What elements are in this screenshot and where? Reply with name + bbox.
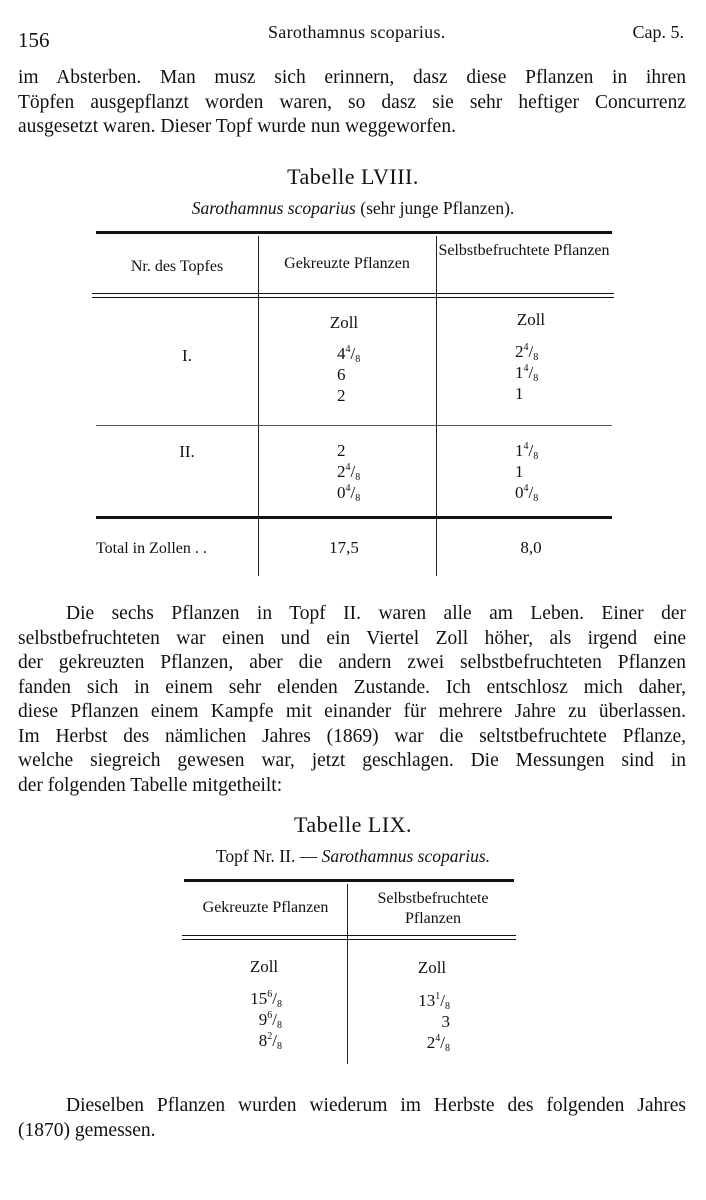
- text-line: Dieselben Pflanzen wurden wiederum im Herbste des folgenden Jahres: [66, 1095, 686, 1116]
- table-58-subtitle: [0, 198, 706, 219]
- measurement-value: $2^4/_8$: [515, 342, 539, 363]
- text-line: der folgenden Tabelle mitgetheilt:: [18, 774, 283, 796]
- measurement-value: $2^4/_8$: [426, 1033, 450, 1054]
- text-line: Im Herbst des nämlichen Jahres (1869) war die seltstbefruchtete Pflanze,: [18, 725, 686, 747]
- total-crossed: 17,5: [329, 538, 359, 557]
- table-59-subtitle: [0, 846, 706, 867]
- total-rule: [96, 516, 612, 519]
- measurement-value: 3: [441, 1012, 450, 1031]
- header-rule: [182, 939, 516, 940]
- column-header: Selbstbefruchtete Pflanzen: [438, 242, 610, 259]
- measurement-value: 2: [337, 386, 346, 405]
- measurement-value: $0^4/_8$: [515, 483, 539, 504]
- crossed-values: [246, 988, 282, 1051]
- paragraph-3: [18, 1094, 686, 1143]
- pot-number: I.: [182, 346, 192, 365]
- top-rule: [184, 879, 514, 882]
- subtitle-prefix: Topf Nr. II. —: [215, 846, 318, 866]
- text-line: im Absterben. Man musz sich erinnern, dasz diese Pflanzen in ihren: [18, 67, 686, 88]
- top-rule: [96, 231, 612, 234]
- text-line: welche siegreich gewesen war, jetzt geschlagen. Die Messungen sind in: [18, 750, 686, 771]
- measurement-value: $1^4/_8$: [515, 441, 539, 462]
- measurement-value: $0^4/_8$: [337, 483, 361, 504]
- measurement-value: $4^4/_8$: [337, 344, 361, 365]
- total-selfed: 8,0: [520, 538, 542, 557]
- text-line: (1870) gemessen.: [18, 1119, 156, 1141]
- text-line: der gekreuzten Pflanzen, aber die andern zwei selbstbefruchteten Pflanzen: [18, 652, 686, 673]
- header-rule: [92, 297, 614, 298]
- text-line: ausgesetzt waren. Dieser Topf wurde nun weggeworfen.: [18, 116, 456, 137]
- text-line: selbstbefruchteten war einen und ein Viertel Zoll höher, als irgend eine: [18, 627, 686, 649]
- measurement-value: 1: [515, 462, 524, 481]
- text-line: Töpfen ausgepflanzt worden waren, so dasz sie sehr heftiger Concurrenz: [18, 91, 686, 113]
- row-rule: [96, 425, 612, 426]
- measurement-value: $1^4/_8$: [515, 363, 539, 384]
- total-label: Total in Zollen . .: [96, 540, 207, 557]
- pot-number: II.: [179, 442, 195, 461]
- measurement-value: 2: [337, 441, 346, 460]
- measurement-value: $2^4/_8$: [337, 462, 361, 483]
- paragraph-2: [18, 602, 686, 798]
- header-rule: [182, 935, 516, 936]
- crossed-values: [337, 343, 360, 406]
- column-divider: [258, 236, 259, 576]
- measurement-value: 1: [515, 384, 524, 403]
- column-header: Selbstbefruchtete Pflanzen: [377, 890, 489, 927]
- measurement-value: $13^1/_8$: [418, 991, 450, 1012]
- paragraph-1: [18, 66, 686, 140]
- page-header: [18, 22, 684, 52]
- text-line: fanden sich in einem sehr elenden Zustande. Ich entschlosz mich daher,: [18, 676, 686, 698]
- column-divider: [347, 884, 348, 1064]
- text-line: diese Pflanzen einem Kampfe mit einander für mehrere Jahre zu überlassen.: [18, 701, 686, 722]
- unit-label: Zoll: [329, 313, 359, 332]
- header-rule: [92, 293, 614, 294]
- measurement-value: 6: [337, 365, 346, 384]
- selfed-values: [515, 440, 538, 503]
- page-number: 156: [18, 28, 50, 52]
- measurement-value: $8^2/_8$: [258, 1031, 282, 1052]
- species-name: Sarothamnus scoparius.: [321, 846, 491, 866]
- column-header: Gekreuzte Pflanzen: [202, 899, 329, 916]
- table-59-title: Tabelle LIX.: [293, 812, 413, 837]
- column-header: Gekreuzte Pflanzen: [284, 255, 410, 272]
- measurement-value: $15^6/_8$: [250, 989, 282, 1010]
- species-name: Sarothamnus scoparius: [191, 198, 356, 218]
- text-line: Die sechs Pflanzen in Topf II. waren alle am Leben. Einer der: [66, 603, 686, 624]
- subtitle-note: (sehr junge Pflanzen).: [360, 198, 515, 218]
- unit-label: Zoll: [516, 310, 546, 329]
- column-header: Nr. des Topfes: [130, 258, 224, 275]
- unit-label: Zoll: [417, 958, 447, 977]
- unit-label: Zoll: [249, 957, 279, 976]
- measurement-value: $9^6/_8$: [258, 1010, 282, 1031]
- selfed-values: [414, 990, 450, 1053]
- selfed-values: [515, 341, 538, 404]
- running-title: Sarothamnus scoparius.: [268, 22, 446, 42]
- crossed-values: [337, 440, 360, 503]
- chapter-label: Cap. 5.: [632, 22, 684, 42]
- column-divider: [436, 236, 437, 576]
- table-58-title: Tabelle LVIII.: [287, 164, 419, 189]
